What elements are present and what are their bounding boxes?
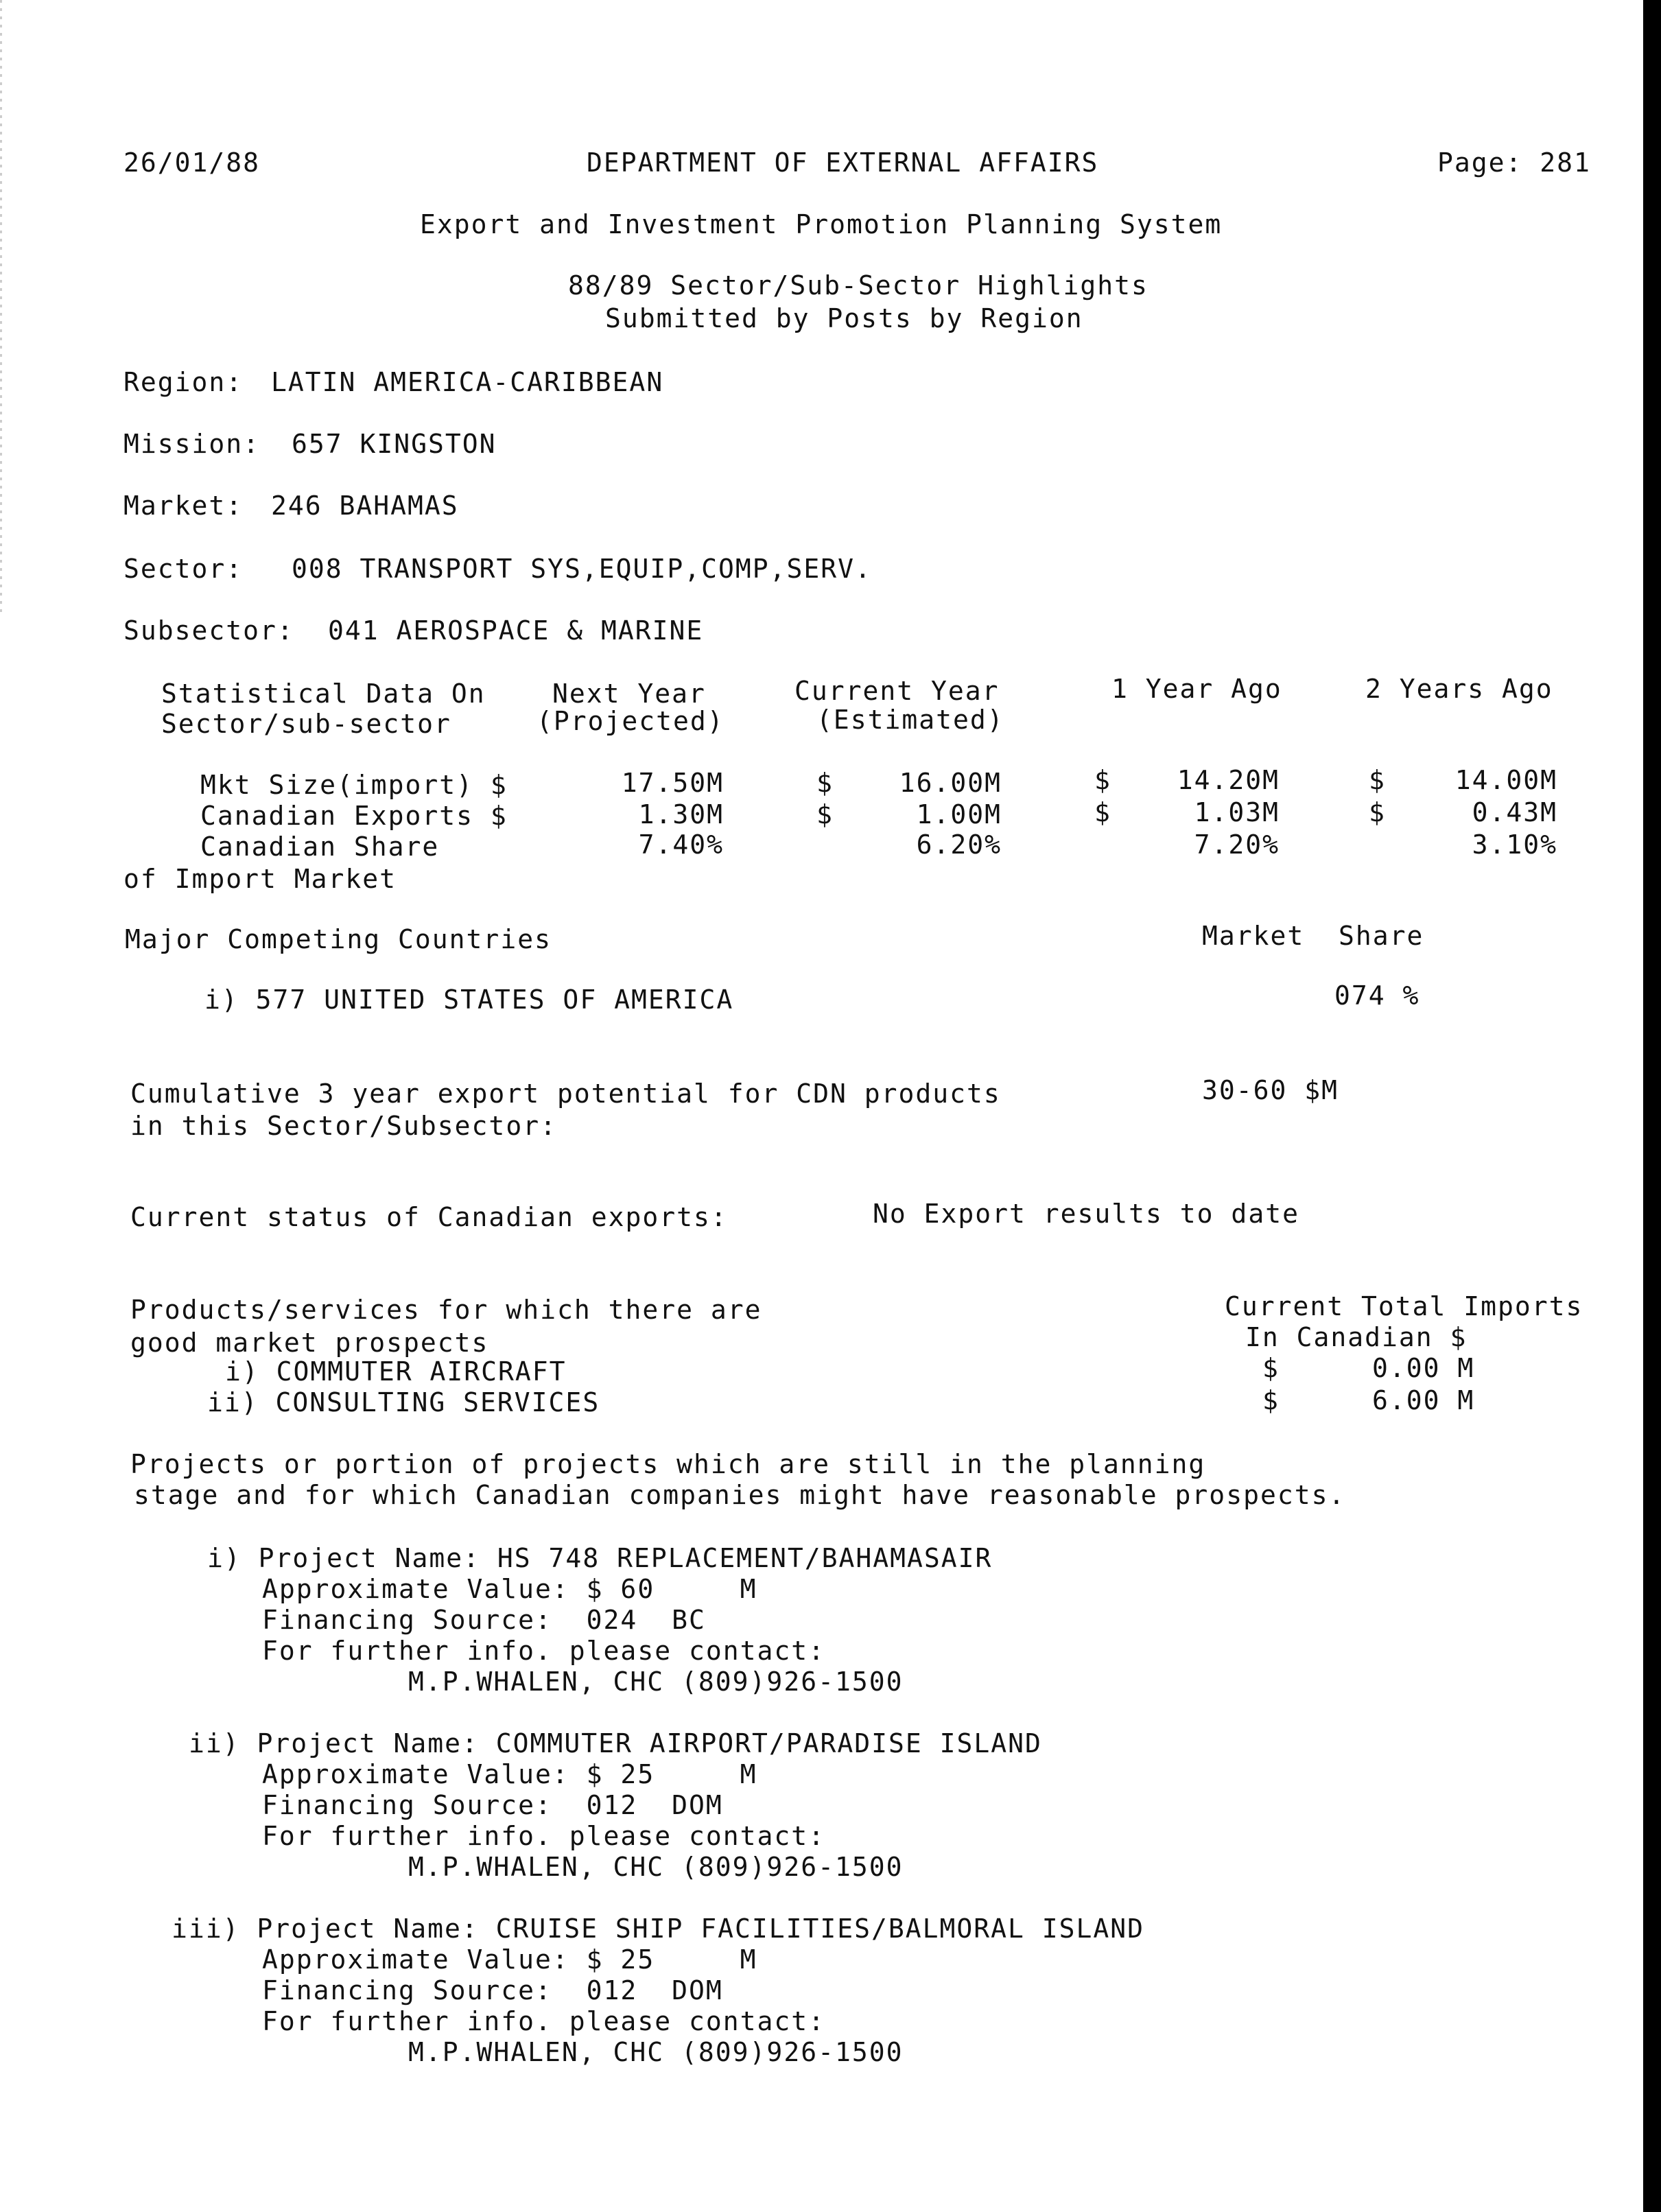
stats-header-current-year: Current Year — [794, 676, 1000, 706]
stats-header-estimated: (Estimated) — [816, 705, 1004, 735]
project-name: ii) Project Name: COMMUTER AIRPORT/PARADISE ISLAND — [189, 1728, 1042, 1758]
status-value: No Export results to date — [873, 1199, 1299, 1229]
department-name: DEPARTMENT OF EXTERNAL AFFAIRS — [587, 148, 1099, 178]
system-name: Export and Investment Promotion Planning System — [420, 209, 1223, 239]
competitor-share: 074 % — [1334, 980, 1420, 1011]
projects-intro-2: stage and for which Canadian companies might have reasonable prospects. — [134, 1480, 1346, 1510]
stats-header-next-year: Next Year — [552, 679, 706, 709]
project-financing: Financing Source: 024 BC — [262, 1605, 706, 1635]
stats-cell-value: 1.30M — [638, 799, 724, 830]
products-line-2: good market prospects — [130, 1328, 489, 1358]
stats-cell-value: 14.00M — [1454, 765, 1557, 795]
stats-cell-value: 14.20M — [1177, 765, 1280, 795]
project-contact-label: For further info. please contact: — [262, 1821, 825, 1851]
product-item: i) COMMUTER AIRCRAFT — [225, 1356, 567, 1387]
scan-right-edge — [1643, 0, 1661, 2212]
projects-intro-1: Projects or portion of projects which are still in the planning — [130, 1449, 1206, 1479]
stats-cell-currency: $ — [816, 768, 834, 798]
stats-row-label: Canadian Share — [200, 832, 440, 862]
project-contact: M.P.WHALEN, CHC (809)926-1500 — [408, 1667, 904, 1697]
stats-row-label: Canadian Exports $ — [200, 801, 508, 831]
project-contact-label: For further info. please contact: — [262, 2006, 825, 2036]
product-item: ii) CONSULTING SERVICES — [207, 1387, 600, 1417]
potential-line-2: in this Sector/Subsector: — [130, 1111, 557, 1141]
project-contact-label: For further info. please contact: — [262, 1636, 825, 1666]
stats-cell-value: 7.40% — [638, 830, 724, 860]
subsector-label: Subsector: — [123, 615, 294, 646]
project-name: i) Project Name: HS 748 REPLACEMENT/BAHAMASAIR — [207, 1543, 993, 1573]
imports-header-2: In Canadian $ — [1245, 1322, 1468, 1352]
project-contact: M.P.WHALEN, CHC (809)926-1500 — [408, 1852, 904, 1882]
report-subtitle: Submitted by Posts by Region — [605, 303, 1083, 333]
report-date: 26/01/88 — [123, 148, 261, 178]
status-label: Current status of Canadian exports: — [130, 1202, 728, 1232]
market-value: 246 BAHAMAS — [271, 491, 459, 521]
imports-header-1: Current Total Imports — [1225, 1291, 1583, 1321]
region-label: Region: — [123, 367, 244, 397]
project-name: iii) Project Name: CRUISE SHIP FACILITIES/BALMORAL ISLAND — [172, 1914, 1145, 1944]
stats-header-2-years-ago: 2 Years Ago — [1365, 674, 1553, 704]
stats-cell-currency: $ — [1369, 797, 1386, 827]
stats-header-1-year-ago: 1 Year Ago — [1111, 674, 1282, 704]
stats-cell-currency: $ — [1369, 765, 1386, 795]
project-financing: Financing Source: 012 DOM — [262, 1975, 723, 2005]
report-title: 88/89 Sector/Sub-Sector Highlights — [568, 270, 1148, 301]
products-line-1: Products/services for which there are — [130, 1295, 762, 1325]
project-financing: Financing Source: 012 DOM — [262, 1790, 723, 1820]
page-number: Page: 281 — [1437, 148, 1591, 178]
stats-cell-value: 0.43M — [1472, 797, 1557, 827]
mission-label: Mission: — [123, 429, 261, 459]
market-label: Market: — [123, 491, 244, 521]
project-value: Approximate Value: $ 25 M — [262, 1944, 757, 1975]
market-share-header: Market Share — [1202, 921, 1424, 951]
stats-header-projected: (Projected) — [537, 706, 725, 736]
product-value: 0.00 M — [1372, 1353, 1475, 1383]
stats-cell-currency: $ — [816, 799, 834, 830]
potential-line-1: Cumulative 3 year export potential for CDN products — [130, 1079, 1001, 1109]
potential-value: 30-60 $M — [1202, 1075, 1339, 1105]
stats-cell-value: 6.20% — [916, 830, 1002, 860]
stats-cell-value: 1.00M — [916, 799, 1002, 830]
project-value: Approximate Value: $ 60 M — [262, 1574, 757, 1604]
stats-cell-currency: $ — [1094, 797, 1111, 827]
stats-cell-value: 16.00M — [899, 768, 1002, 798]
scan-left-edge-marks — [0, 0, 2, 617]
region-value: LATIN AMERICA-CARIBBEAN — [271, 367, 664, 397]
stats-row-label-continuation: of Import Market — [123, 864, 397, 894]
sector-value: 008 TRANSPORT SYS,EQUIP,COMP,SERV. — [292, 554, 872, 584]
sector-label: Sector: — [123, 554, 244, 584]
stats-header-label: Statistical Data On — [161, 679, 486, 709]
project-contact: M.P.WHALEN, CHC (809)926-1500 — [408, 2037, 904, 2067]
stats-cell-currency: $ — [1094, 765, 1111, 795]
competitor-name: i) 577 UNITED STATES OF AMERICA — [204, 985, 734, 1015]
project-value: Approximate Value: $ 25 M — [262, 1759, 757, 1789]
competitors-title: Major Competing Countries — [125, 924, 552, 954]
product-value: 6.00 M — [1372, 1385, 1475, 1415]
stats-header-label-2: Sector/sub-sector — [161, 709, 451, 739]
product-currency: $ — [1262, 1353, 1280, 1383]
stats-row-label: Mkt Size(import) $ — [200, 770, 508, 800]
product-currency: $ — [1262, 1385, 1280, 1415]
mission-value: 657 KINGSTON — [292, 429, 497, 459]
stats-cell-value: 17.50M — [621, 768, 724, 798]
subsector-value: 041 AEROSPACE & MARINE — [328, 615, 704, 646]
stats-cell-value: 7.20% — [1194, 830, 1280, 860]
stats-cell-value: 1.03M — [1194, 797, 1280, 827]
stats-cell-value: 3.10% — [1472, 830, 1557, 860]
